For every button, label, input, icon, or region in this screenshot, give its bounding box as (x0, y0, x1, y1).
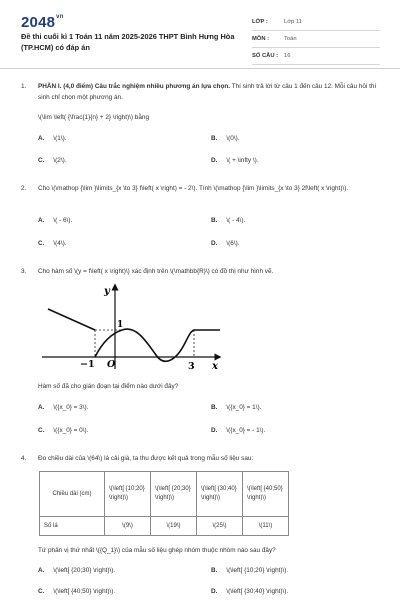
x-tick-3: 3 (188, 361, 195, 371)
function-graph (40, 283, 222, 371)
option-label: C. (38, 240, 45, 247)
option-text: \(1\). (53, 135, 67, 142)
document-title: Đề thi cuối kì 1 Toán 11 năm 2025-2026 THPT Bình Hưng Hòa (TP.HCM) có đáp án (21, 32, 235, 52)
option-text: \( - 4\). (226, 217, 246, 224)
option-d[interactable] (211, 157, 259, 164)
option-label: A. (38, 567, 45, 574)
option-text: \({x_0} = 0\). (53, 427, 89, 434)
option-d[interactable] (211, 427, 265, 434)
table-cell: \(\left[ {30;40} \right)\) (197, 472, 243, 517)
table-cell: \(9\) (105, 517, 151, 536)
option-label: B. (211, 217, 218, 224)
question-text: Hàm số đã cho gián đoạn tại điểm nào dưới đây? (38, 383, 179, 390)
question-4-prompt (21, 545, 381, 556)
document-meta (252, 14, 380, 65)
option-b[interactable] (211, 217, 245, 224)
table-header-length: Chiều dài (cm) (40, 472, 105, 517)
question-4 (21, 453, 381, 464)
option-label: C. (38, 588, 45, 595)
option-label: D. (211, 157, 218, 164)
question-stem: Đo chiều dài của \(64\) lá cải giá, ta thu được kết quả trong mẫu số liệu sau: (38, 455, 254, 462)
option-text: \({x_0} = - 1\). (226, 427, 266, 434)
meta-key: MÔN : (252, 36, 270, 42)
option-text: \(\left[ {30;40} \right)\). (226, 588, 289, 595)
option-label: D. (211, 427, 218, 434)
option-text: \(\left[ {10;20} \right)\). (226, 567, 289, 574)
curve-left (48, 309, 95, 330)
table-cell: \(11\) (243, 517, 289, 536)
section-intro: Thí sinh trả lời từ câu 1 đến câu 12. Mỗi câu hỏi thí sinh chỉ chọn một phương án. (38, 83, 377, 101)
option-d[interactable] (211, 240, 240, 247)
option-text: \(6\). (226, 240, 240, 247)
question-stem: Cho \(\mathop {\lim }\limits_{x \to 3} f\left( x \right) = - 2\). Tính \(\mathop {\lim }\limits_{x \to 3} 2f\left( x \right)\). (38, 185, 349, 192)
table-cell: \(25\) (197, 517, 243, 536)
table-cell: \(\left[ {10;20} \right)\) (105, 472, 151, 517)
option-label: A. (38, 404, 45, 411)
option-text: \({x_0} = 1\). (226, 404, 262, 411)
option-label: B. (211, 567, 218, 574)
question-stem: Cho hàm số \(y = f\left( x \right)\) xác định trên \(\mathbb{R}\) có đồ thị như hình vẽ. (38, 268, 274, 275)
logo-suffix: vn (56, 14, 64, 20)
question-2 (21, 183, 381, 194)
option-label: D. (211, 240, 218, 247)
option-text: \(0\). (226, 135, 240, 142)
meta-class-row (252, 14, 380, 31)
logo-text: 2048 (21, 14, 56, 31)
table-cell: \(19\) (151, 517, 197, 536)
table-row (40, 472, 289, 517)
option-b[interactable] (211, 135, 240, 142)
option-a[interactable] (38, 404, 88, 411)
site-logo[interactable] (21, 14, 64, 31)
meta-key: LỚP : (252, 19, 268, 25)
option-c[interactable] (38, 427, 88, 434)
meta-value: Lớp 11 (284, 19, 302, 25)
question-number: 1. (21, 83, 27, 90)
question-3 (21, 266, 381, 277)
question-number: 2. (21, 185, 27, 192)
question-instructions (38, 81, 381, 103)
option-a[interactable] (38, 217, 72, 224)
option-label: C. (38, 427, 45, 434)
question-number: 3. (21, 268, 27, 275)
option-label: B. (211, 135, 218, 142)
document-header (0, 0, 400, 69)
option-c[interactable] (38, 240, 67, 247)
option-label: D. (211, 588, 218, 595)
table-header-count: Số lá (40, 517, 105, 536)
option-text: \(\left[ {20;30} \right)\). (53, 567, 116, 574)
table-cell: \(\left[ {40;50} \right)\) (243, 472, 289, 517)
section-heading: PHẦN I. (4,0 điểm) Câu trắc nghiệm nhiều phương án lựa chọn. (38, 83, 231, 90)
table-row (40, 517, 289, 536)
option-c[interactable] (38, 157, 67, 164)
option-d[interactable] (211, 588, 288, 595)
meta-value: Toán (284, 36, 297, 42)
option-label: A. (38, 135, 45, 142)
question-text: Tứ phân vị thứ nhất \({Q_1}\) của mẫu số liệu ghép nhóm thuộc nhóm nào sau đây? (38, 547, 276, 554)
option-b[interactable] (211, 567, 288, 574)
y-tick-1: 1 (117, 320, 124, 330)
x-tick-neg1: −1 (80, 359, 95, 370)
meta-subject-row (252, 31, 380, 48)
option-a[interactable] (38, 567, 115, 574)
data-table (39, 471, 289, 536)
option-a[interactable] (38, 135, 67, 142)
meta-value: 16 (284, 53, 291, 59)
x-axis-label: x (212, 361, 218, 371)
question-number: 4. (21, 455, 27, 462)
option-text: \(2\). (53, 157, 67, 164)
origin-label: O (107, 359, 116, 370)
question-3-prompt (21, 381, 381, 392)
option-text: \(4\). (53, 240, 67, 247)
option-b[interactable] (211, 404, 261, 411)
option-text: \({x_0} = 3\). (53, 404, 89, 411)
option-c[interactable] (38, 588, 115, 595)
option-label: C. (38, 157, 45, 164)
option-text: \(\left[ {40;50} \right)\). (53, 588, 116, 595)
option-text: \( + \infty \). (226, 157, 259, 164)
y-axis-label: y (104, 286, 110, 297)
question-1-stem (21, 112, 381, 123)
meta-key: SỐ CÂU : (252, 53, 279, 59)
option-label: A. (38, 217, 45, 224)
question-1 (21, 81, 381, 103)
option-text: \( - 6\). (53, 217, 73, 224)
table-cell: \(\left[ {20;30} \right)\) (151, 472, 197, 517)
option-label: B. (211, 404, 218, 411)
question-stem: \(\lim \left( {\frac{1}{n} + 2} \right)\) bằng (38, 114, 150, 121)
meta-count-row (252, 48, 380, 65)
